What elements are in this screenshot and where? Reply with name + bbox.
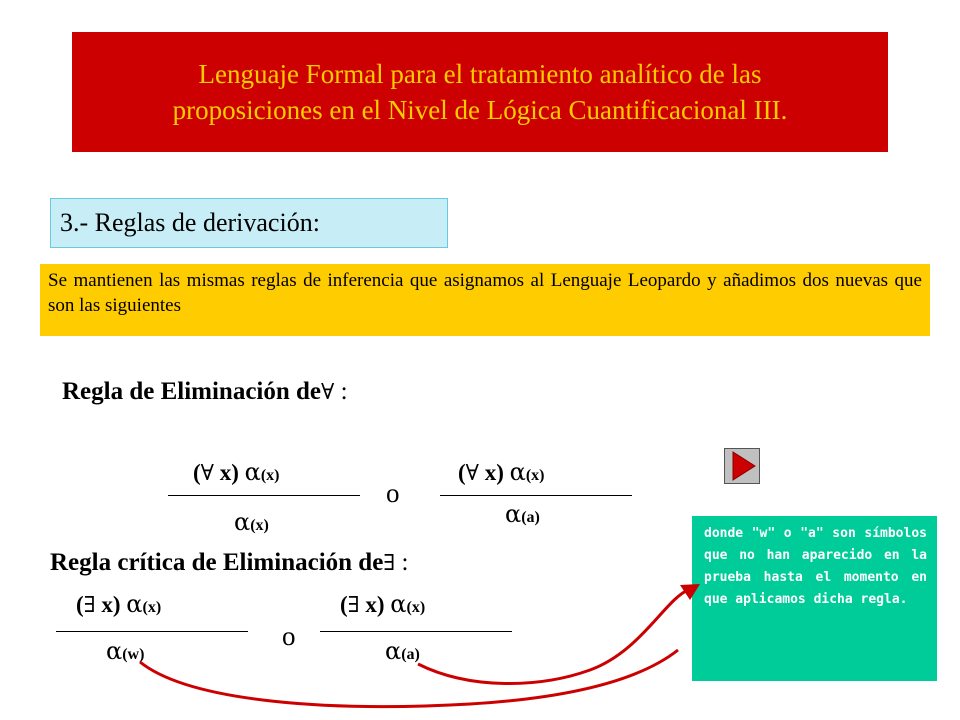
next-slide-button[interactable]	[724, 448, 760, 484]
variable: x)	[478, 460, 504, 485]
alpha-symbol: α	[385, 637, 402, 665]
rule-forall-heading	[62, 378, 348, 406]
argument: (x)	[406, 599, 426, 616]
variable: x)	[95, 592, 121, 617]
rule-forall-right-premise	[458, 458, 545, 486]
section-title: 3.- Reglas de derivación:	[50, 198, 448, 248]
exists-symbol: ∃	[383, 551, 396, 576]
argument: (w)	[122, 646, 145, 663]
rule-exists-left-premise	[76, 590, 161, 618]
alpha-symbol: α	[234, 508, 251, 536]
intro-paragraph: Se mantienen las mismas reglas de inferencia que asignamos al Lenguaje Leopardo y añadimos dos nuevas que son las siguientes	[40, 264, 930, 336]
note-box: donde "w" o "a" son símbolos que no han aparecido en la prueba hasta el momento en que aplicamos dicha regla.	[692, 516, 937, 681]
title-line-2: proposiciones en el Nivel de Lógica Cuantificacional III.	[172, 95, 788, 125]
paren: (	[340, 592, 348, 617]
alpha-symbol: α	[505, 500, 522, 528]
rule-forall-left-line	[168, 495, 360, 496]
rule-forall-right-line	[440, 495, 632, 496]
title-line-1: Lenguaje Formal para el tratamiento analítico de las	[198, 59, 762, 89]
rule-forall-heading-text: Regla de Eliminación de	[62, 378, 322, 405]
rule-forall-connector: o	[386, 478, 400, 508]
rule-exists-heading-text: Regla crítica de Eliminación de	[50, 549, 384, 576]
alpha-symbol: α	[509, 458, 526, 486]
rule-exists-heading	[50, 549, 408, 577]
argument: (x)	[142, 599, 162, 616]
rule-exists-connector: o	[282, 621, 296, 651]
rule-exists-left-line	[56, 631, 248, 632]
rule-exists-left-conclusion	[106, 637, 144, 665]
alpha-symbol: α	[106, 637, 123, 665]
rule-exists-right-line	[320, 631, 512, 632]
rule-exists-right-conclusion	[385, 637, 420, 665]
forall-symbol: ∀	[200, 461, 214, 486]
alpha-symbol: α	[126, 590, 143, 618]
rule-exists-right-premise	[340, 590, 425, 618]
title-banner	[72, 32, 888, 152]
play-arrow-icon	[725, 449, 759, 483]
argument: (x)	[250, 517, 269, 534]
argument: (a)	[521, 509, 540, 526]
exists-symbol: ∃	[83, 593, 96, 618]
rule-exists-colon: :	[395, 549, 409, 576]
argument: (a)	[401, 646, 420, 663]
argument: (x)	[260, 467, 280, 484]
rule-forall-left-premise	[193, 458, 280, 486]
paren: (	[76, 592, 84, 617]
paren: (	[193, 460, 201, 485]
forall-symbol: ∀	[465, 461, 479, 486]
variable: x)	[359, 592, 385, 617]
variable: x)	[213, 460, 239, 485]
rule-forall-colon: :	[334, 378, 348, 405]
rule-forall-left-conclusion	[234, 508, 269, 536]
forall-symbol: ∀	[321, 380, 335, 405]
exists-symbol: ∃	[347, 593, 360, 618]
pointer-arrow-a	[418, 590, 688, 684]
rule-forall-right-conclusion	[505, 500, 540, 528]
alpha-symbol: α	[390, 590, 407, 618]
alpha-symbol: α	[244, 458, 261, 486]
argument: (x)	[525, 467, 545, 484]
paren: (	[458, 460, 466, 485]
